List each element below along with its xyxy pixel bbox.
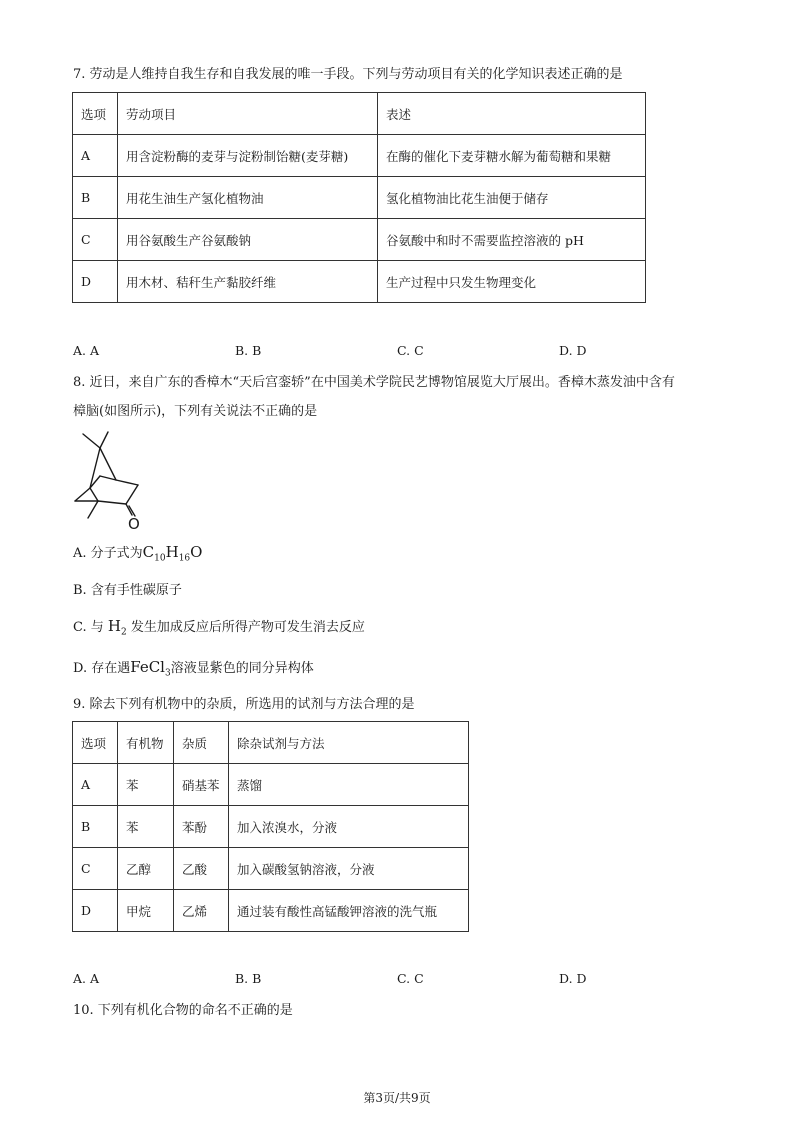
table-cell: 硝基苯: [174, 764, 229, 806]
table-cell: D: [73, 261, 118, 303]
table-cell: 甲烷: [118, 890, 174, 932]
q8-option-c: [73, 617, 365, 642]
q9-option-a: A. A: [73, 971, 100, 986]
table-cell: 苯酚: [174, 806, 229, 848]
table-row: [73, 261, 646, 303]
q7-stem: 7. 劳动是人维持自我生存和自我发展的唯一手段。下列与劳动项目有关的化学知识表述正确的是: [73, 67, 623, 82]
q7-option-c: C. C: [397, 343, 424, 358]
table-row: [73, 177, 646, 219]
q8-stem-line1: 8. 近日，来自广东的香樟木“天后宫銮轿”在中国美术学院民艺博物馆展览大厅展出。香樟木蒸发油中含有: [73, 375, 675, 390]
q9-table: [72, 721, 469, 932]
q8-option-a: [73, 543, 202, 568]
table-cell: 用谷氨酸生产谷氨酸钠: [118, 219, 378, 261]
table-cell: A: [73, 764, 118, 806]
table-cell: 乙烯: [174, 890, 229, 932]
table-cell: 在酶的催化下麦芽糖水解为葡萄糖和果糖: [378, 135, 646, 177]
table-cell: 用含淀粉酶的麦芽与淀粉制饴糖(麦芽糖): [118, 135, 378, 177]
table-header-cell: 有机物: [118, 722, 174, 764]
table-cell: 谷氨酸中和时不需要监控溶液的 pH: [378, 219, 646, 261]
q9-stem: 9. 除去下列有机物中的杂质，所选用的试剂与方法合理的是: [73, 697, 415, 712]
formula-fecl3-sub: 3: [164, 668, 171, 679]
table-header-cell: 选项: [73, 722, 118, 764]
q10-stem: 10. 下列有机化合物的命名不正确的是: [73, 1003, 293, 1018]
table-cell: 生产过程中只发生物理变化: [378, 261, 646, 303]
table-cell: 蒸馏: [229, 764, 469, 806]
q7-table: [72, 92, 646, 303]
option-text: 发生加成反应后所得产物可发生消去反应: [130, 620, 365, 635]
table-cell: D: [73, 890, 118, 932]
table-header-row: [73, 93, 646, 135]
table-header-row: [73, 722, 469, 764]
q8-option-d: [73, 658, 314, 683]
option-text: 溶液显紫色的同分异构体: [170, 661, 314, 676]
option-text: D. 存在遇: [73, 661, 131, 676]
formula-h2: H: [107, 617, 121, 635]
table-cell: B: [73, 177, 118, 219]
oxygen-atom-label: O: [128, 515, 140, 533]
table-cell: 苯: [118, 764, 174, 806]
table-row: [73, 219, 646, 261]
table-row: [73, 848, 469, 890]
formula-c-sub: 10: [154, 553, 166, 564]
option-text: A. 分子式为: [73, 546, 143, 561]
formula-c: C: [142, 543, 155, 561]
q7-option-d: D. D: [559, 343, 587, 358]
table-cell: B: [73, 806, 118, 848]
table-cell: C: [73, 848, 118, 890]
table-cell: 氢化植物油比花生油便于储存: [378, 177, 646, 219]
formula-fecl3: FeCl: [130, 658, 165, 676]
table-cell: A: [73, 135, 118, 177]
q9-option-d: D. D: [559, 971, 587, 986]
q7-option-a: A. A: [73, 343, 100, 358]
q9-option-b: B. B: [235, 971, 262, 986]
camphor-structure: [70, 428, 150, 533]
q9-option-c: C. C: [397, 971, 424, 986]
table-header-cell: 表述: [378, 93, 646, 135]
option-text: C. 与: [73, 620, 104, 635]
table-row: [73, 890, 469, 932]
table-row: [73, 135, 646, 177]
formula-h2-sub: 2: [120, 627, 127, 638]
formula-h-sub: 16: [178, 553, 191, 564]
table-cell: 乙酸: [174, 848, 229, 890]
table-cell: C: [73, 219, 118, 261]
table-cell: 用木材、秸秆生产黏胶纤维: [118, 261, 378, 303]
table-row: [73, 764, 469, 806]
q7-option-b: B. B: [235, 343, 262, 358]
table-header-cell: 杂质: [174, 722, 229, 764]
formula-h: H: [165, 543, 179, 561]
table-cell: 乙醇: [118, 848, 174, 890]
table-cell: 通过装有酸性高锰酸钾溶液的洗气瓶: [229, 890, 469, 932]
q8-stem-line2: 樟脑(如图所示)，下列有关说法不正确的是: [73, 404, 318, 419]
table-header-cell: 劳动项目: [118, 93, 378, 135]
table-cell: 加入碳酸氢钠溶液，分液: [229, 848, 469, 890]
table-header-cell: 除杂试剂与方法: [229, 722, 469, 764]
page-number: 第3页/共9页: [363, 1091, 431, 1105]
table-cell: 用花生油生产氢化植物油: [118, 177, 378, 219]
table-cell: 苯: [118, 806, 174, 848]
formula-o: O: [190, 543, 203, 561]
q8-option-b: B. 含有手性碳原子: [73, 583, 182, 598]
table-row: [73, 806, 469, 848]
table-header-cell: 选项: [73, 93, 118, 135]
table-cell: 加入浓溴水，分液: [229, 806, 469, 848]
